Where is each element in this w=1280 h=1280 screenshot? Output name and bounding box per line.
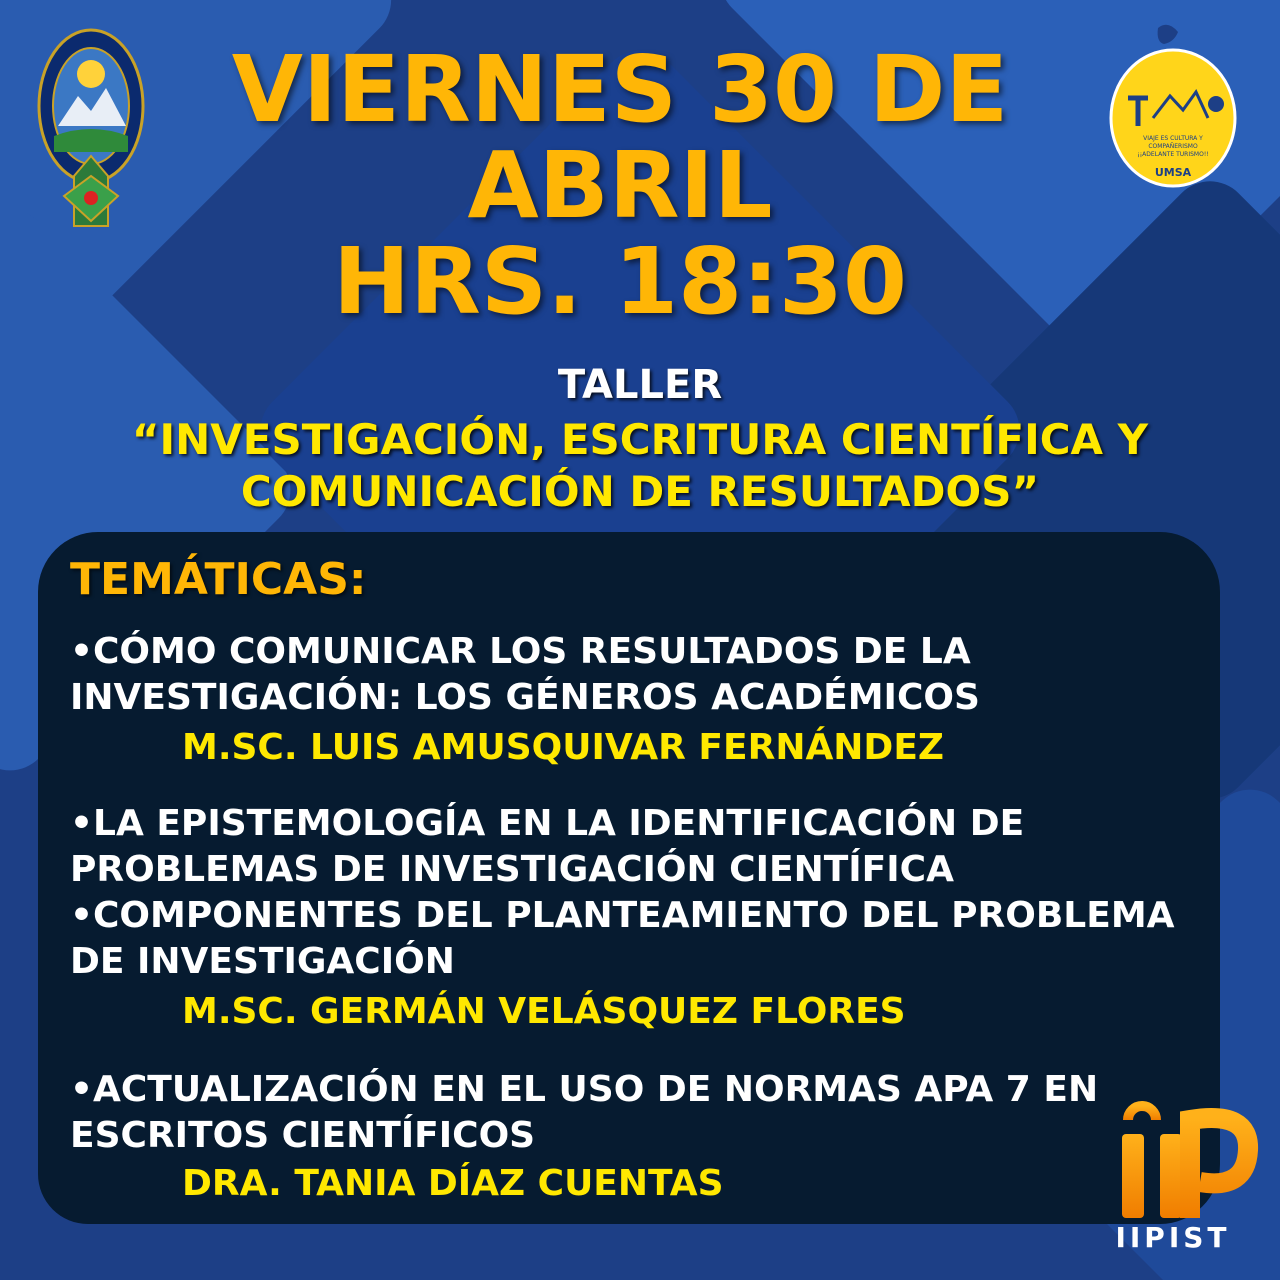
topic-1-line-1: •CÓMO COMUNICAR LOS RESULTADOS DE LA (70, 631, 971, 672)
topic-2-line-2: PROBLEMAS DE INVESTIGACIÓN CIENTÍFICA (70, 849, 954, 890)
topic-1-line-2: INVESTIGACIÓN: LOS GÉNEROS ACADÉMICOS (70, 677, 980, 718)
event-title (40, 414, 1240, 518)
date-line-2: ABRIL (467, 132, 773, 239)
umsa-badge-label: UMSA (1154, 166, 1192, 179)
date-line-1: VIERNES 30 DE (231, 36, 1009, 143)
event-title-line-2: COMUNICACIÓN DE RESULTADOS” (240, 467, 1040, 516)
university-seal-logo (36, 26, 146, 236)
event-date-headline (230, 36, 1010, 335)
date-line-3: HRS. 18:30 (333, 228, 907, 335)
topic-4-line-2: ESCRITOS CIENTÍFICOS (70, 1115, 536, 1156)
iipist-label: IIPIST (1115, 1221, 1231, 1254)
topic-4-line-1: •ACTUALIZACIÓN EN EL USO DE NORMAS APA 7 EN (70, 1069, 1099, 1110)
umsa-badge-text-3: ¡¡ADELANTE TURISMO!! (1137, 151, 1209, 158)
umsa-tourism-logo (1108, 18, 1238, 188)
umsa-badge-text-1: VIAJE ES CULTURA Y (1143, 135, 1203, 142)
umsa-badge-text-2: COMPAÑERISMO (1148, 143, 1198, 150)
topic-2-line-1: •LA EPISTEMOLOGÍA EN LA IDENTIFICACIÓN DE (70, 803, 1025, 844)
event-title-line-1: “INVESTIGACIÓN, ESCRITURA CIENTÍFICA Y (131, 415, 1149, 464)
event-type: TALLER (557, 362, 723, 408)
speaker-1: M.SC. LUIS AMUSQUIVAR FERNÁNDEZ (182, 727, 945, 768)
speaker-3: DRA. TANIA DÍAZ CUENTAS (182, 1163, 724, 1204)
topic-3-line-1: •COMPONENTES DEL PLANTEAMIENTO DEL PROBLEMA (70, 895, 1175, 936)
topic-3-line-2: DE INVESTIGACIÓN (70, 941, 455, 982)
speaker-2: M.SC. GERMÁN VELÁSQUEZ FLORES (182, 991, 906, 1032)
tematicas-heading: TEMÁTICAS: (70, 554, 367, 605)
